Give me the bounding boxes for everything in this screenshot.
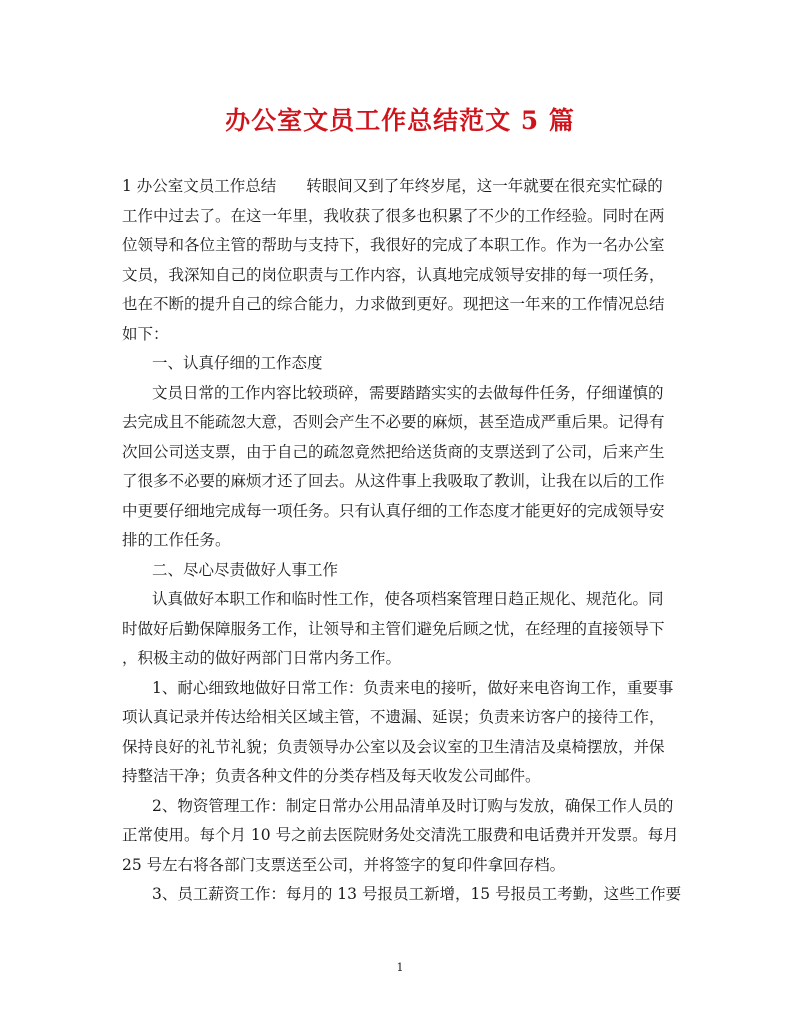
text-line: 认真做好本职工作和临时性工作，使各项档案管理日趋正规化、规范化。同 [152,590,664,608]
text-line [122,172,682,202]
text-line: 了很多不必要的麻烦才还了回去。从这件事上我吸取了教训，让我在以后的工作 [122,472,665,490]
text-line: 文员，我深知自己的岗位职责与工作内容，认真地完成领导安排的每一项任务， [122,265,665,284]
page-number: 1 [396,961,404,974]
text-line: ，积极主动的做好两部门日常内务工作。 [122,649,402,667]
text-span: 转眼间又到了年终岁尾，这一年就要在很充实忙碌的 [306,177,663,195]
text-line: 如下： [122,324,169,343]
text-line: 时做好后勤保障服务工作，让领导和主管们避免后顾之忧，在经理的直接领导下 [122,619,665,638]
text-line: 持整洁干净；负责各种文件的分类存档及每天收发公司邮件。 [122,767,541,785]
text-line: 25 号左右将各部门支票送至公司，并将签字的复印件拿回存档。 [122,855,566,874]
document-body [122,172,682,910]
document-title: 办公室文员工作总结范文 5 篇 [225,106,575,135]
text-line: 去完成且不能疏忽大意，否则会产生不必要的麻烦，甚至造成严重后果。记得有 [122,413,665,431]
text-line: 2、物资管理工作：制定日常办公用品清单及时订购与发放，确保工作人员的 [152,796,674,815]
text-line: 位领导和各位主管的帮助与支持下，我很好的完成了本职工作。作为一名办公室 [122,236,665,254]
section-heading: 二、尽心尽责做好人事工作 [152,560,339,579]
text-line: 保持良好的礼节礼貌；负责领导办公室以及会议室的卫生清洁及桌椅摆放，并保 [122,737,665,756]
text-line: 3、员工薪资工作：每月的 13 号报员工新增，15 号报员工考勤，这些工作要 [152,885,682,903]
text-line: 正常使用。每个月 10 号之前去医院财务处交清洗工服费和电话费并开发票。每月 [122,826,679,844]
text-line: 文员日常的工作内容比较琐碎，需要踏踏实实的去做每件任务，仔细谨慎的 [152,383,664,402]
text-line: 1、耐心细致地做好日常工作：负责来电的接听，做好来电咨询工作，重要事 [152,678,674,697]
text-line: 次回公司送支票，由于自己的疏忽竟然把给送货商的支票送到了公司，后来产生 [122,442,665,461]
text-line: 项认真记录并传达给相关区域主管，不遗漏、延误；负责来访客户的接待工作， [122,708,665,726]
text-line: 中更要仔细地完成每一项任务。只有认真仔细的工作态度才能更好的完成领导安 [122,501,665,520]
section-heading: 一、认真仔细的工作态度 [152,354,323,372]
text-line: 排的工作任务。 [122,531,231,549]
text-line: 也在不断的提升自己的综合能力，力求做到更好。现把这一年来的工作情况总结 [122,295,665,313]
text-line: 工作中过去了。在这一年里，我收获了很多也积累了不少的工作经验。同时在两 [122,206,665,225]
section-heading-inline: 1 办公室文员工作总结 [122,177,277,195]
